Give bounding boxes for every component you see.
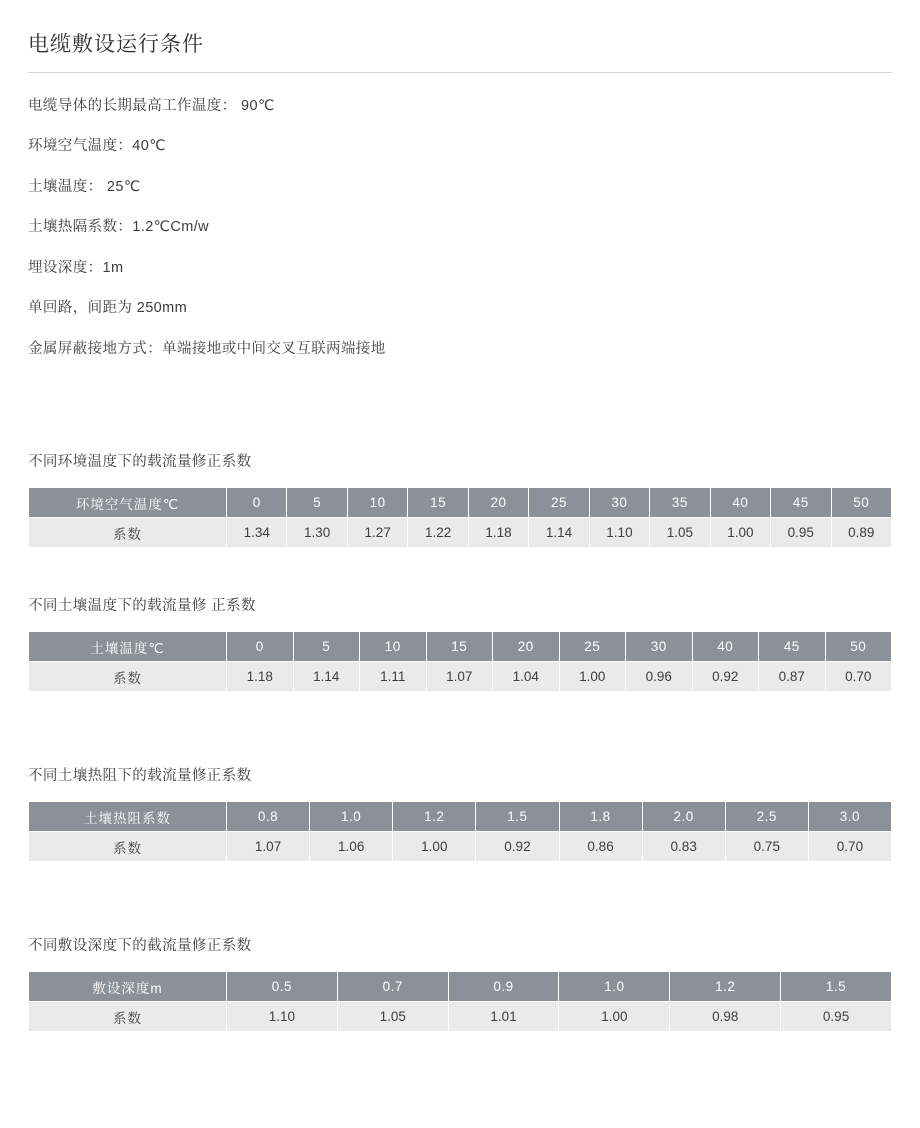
table-header-label: 敷设深度m bbox=[29, 972, 227, 1002]
table-header-cell: 10 bbox=[360, 632, 427, 662]
table-header-cell: 15 bbox=[426, 632, 493, 662]
table-cell: 0.89 bbox=[831, 518, 891, 548]
table-header-cell: 45 bbox=[759, 632, 826, 662]
table-cell: 1.00 bbox=[393, 832, 476, 862]
table-header-cell: 0.5 bbox=[227, 972, 338, 1002]
table-row bbox=[29, 832, 892, 862]
table-cell: 0.75 bbox=[725, 832, 808, 862]
table-cell: 1.04 bbox=[493, 662, 560, 692]
table-cell: 1.07 bbox=[227, 832, 310, 862]
table-cell: 0.83 bbox=[642, 832, 725, 862]
table-header-cell: 2.0 bbox=[642, 802, 725, 832]
table-header-cell: 1.0 bbox=[559, 972, 670, 1002]
table-header-cell: 1.2 bbox=[393, 802, 476, 832]
condition-item: 单回路，间距为 250mm bbox=[28, 300, 188, 317]
table-soil-thermal-resistivity bbox=[28, 801, 892, 862]
table-cell: 1.30 bbox=[287, 518, 347, 548]
table-header-cell: 50 bbox=[825, 632, 892, 662]
table-header-cell: 50 bbox=[831, 488, 891, 518]
table-header-cell: 35 bbox=[650, 488, 710, 518]
table-row bbox=[29, 662, 892, 692]
table-header-cell: 0.9 bbox=[448, 972, 559, 1002]
title-divider bbox=[28, 72, 892, 73]
table-header-cell: 20 bbox=[493, 632, 560, 662]
table-header-cell: 1.2 bbox=[670, 972, 781, 1002]
spacer bbox=[28, 692, 892, 764]
spacer bbox=[28, 862, 892, 934]
table-header-cell: 1.0 bbox=[310, 802, 393, 832]
section-heading-soil-temperature: 不同土壤温度下的载流量修 正系数 bbox=[28, 598, 256, 615]
table-row-label: 系数 bbox=[29, 662, 227, 692]
table-cell: 1.27 bbox=[347, 518, 407, 548]
spacer bbox=[28, 378, 892, 450]
table-header-cell: 25 bbox=[529, 488, 589, 518]
table-cell: 1.00 bbox=[559, 1002, 670, 1032]
condition-item: 环境空气温度：40℃ bbox=[28, 138, 166, 155]
table-header-cell: 45 bbox=[771, 488, 831, 518]
table-row bbox=[29, 518, 892, 548]
table-cell: 1.00 bbox=[710, 518, 770, 548]
table-cell: 1.05 bbox=[337, 1002, 448, 1032]
table-row bbox=[29, 1002, 892, 1032]
table-header-cell: 20 bbox=[468, 488, 528, 518]
table-cell: 1.11 bbox=[360, 662, 427, 692]
table-row-label: 系数 bbox=[29, 832, 227, 862]
table-row-label: 系数 bbox=[29, 1002, 227, 1032]
table-header-cell: 0.7 bbox=[337, 972, 448, 1002]
table-cell: 1.22 bbox=[408, 518, 468, 548]
table-cell: 1.18 bbox=[227, 662, 294, 692]
table-ambient-temperature-wrap bbox=[28, 487, 892, 548]
table-header-label: 土壤温度℃ bbox=[29, 632, 227, 662]
table-header-cell: 0 bbox=[227, 488, 287, 518]
table-cell: 1.18 bbox=[468, 518, 528, 548]
table-cell: 1.06 bbox=[310, 832, 393, 862]
section-heading-ambient-temperature: 不同环境温度下的载流量修正系数 bbox=[28, 454, 252, 471]
table-ambient-temperature bbox=[28, 487, 892, 548]
condition-item: 埋设深度：1m bbox=[28, 259, 124, 276]
table-cell: 1.34 bbox=[227, 518, 287, 548]
table-cell: 0.98 bbox=[670, 1002, 781, 1032]
table-header-cell: 1.5 bbox=[781, 972, 892, 1002]
table-cell: 1.01 bbox=[448, 1002, 559, 1032]
table-cell: 1.07 bbox=[426, 662, 493, 692]
table-cell: 0.95 bbox=[771, 518, 831, 548]
table-header-row bbox=[29, 972, 892, 1002]
table-header-label: 土壤热阻系数 bbox=[29, 802, 227, 832]
table-header-cell: 2.5 bbox=[725, 802, 808, 832]
table-header-cell: 15 bbox=[408, 488, 468, 518]
condition-item: 土壤热隔系数：1.2℃Cm/w bbox=[28, 219, 209, 236]
page-title: 电缆敷设运行条件 bbox=[28, 33, 204, 56]
condition-item: 土壤温度： 25℃ bbox=[28, 178, 141, 195]
table-header-cell: 3.0 bbox=[808, 802, 891, 832]
table-cell: 0.95 bbox=[781, 1002, 892, 1032]
table-header-cell: 25 bbox=[559, 632, 626, 662]
table-cell: 1.05 bbox=[650, 518, 710, 548]
table-cell: 0.96 bbox=[626, 662, 693, 692]
table-header-cell: 10 bbox=[347, 488, 407, 518]
table-laying-depth-wrap bbox=[28, 971, 892, 1032]
table-header-cell: 0 bbox=[227, 632, 294, 662]
table-header-cell: 1.5 bbox=[476, 802, 559, 832]
table-soil-temperature bbox=[28, 631, 892, 692]
table-cell: 1.10 bbox=[589, 518, 649, 548]
table-header-cell: 30 bbox=[589, 488, 649, 518]
table-header-cell: 5 bbox=[293, 632, 360, 662]
table-row-label: 系数 bbox=[29, 518, 227, 548]
table-header-cell: 30 bbox=[626, 632, 693, 662]
table-header-cell: 40 bbox=[692, 632, 759, 662]
table-cell: 0.70 bbox=[808, 832, 891, 862]
table-cell: 1.14 bbox=[529, 518, 589, 548]
section-heading-soil-thermal-resistivity: 不同土壤热阻下的载流量修正系数 bbox=[28, 768, 252, 785]
table-cell: 0.92 bbox=[692, 662, 759, 692]
conditions-list bbox=[28, 95, 892, 360]
table-cell: 1.00 bbox=[559, 662, 626, 692]
condition-item: 电缆导体的长期最高工作温度： 90℃ bbox=[28, 98, 275, 114]
table-laying-depth bbox=[28, 971, 892, 1032]
section-heading-laying-depth: 不同敷设深度下的截流量修正系数 bbox=[28, 938, 252, 955]
table-header-cell: 5 bbox=[287, 488, 347, 518]
table-header-label: 环境空气温度℃ bbox=[29, 488, 227, 518]
table-header-row bbox=[29, 488, 892, 518]
table-cell: 1.10 bbox=[227, 1002, 338, 1032]
table-cell: 0.70 bbox=[825, 662, 892, 692]
table-cell: 1.14 bbox=[293, 662, 360, 692]
table-cell: 0.86 bbox=[559, 832, 642, 862]
table-header-cell: 1.8 bbox=[559, 802, 642, 832]
table-soil-thermal-resistivity-wrap bbox=[28, 801, 892, 862]
table-header-cell: 0.8 bbox=[227, 802, 310, 832]
spacer bbox=[28, 548, 892, 594]
table-header-row bbox=[29, 802, 892, 832]
condition-item: 金属屏蔽接地方式：单端接地或中间交叉互联两端接地 bbox=[28, 340, 386, 357]
table-header-row bbox=[29, 632, 892, 662]
table-cell: 0.92 bbox=[476, 832, 559, 862]
table-soil-temperature-wrap bbox=[28, 631, 892, 692]
table-cell: 0.87 bbox=[759, 662, 826, 692]
table-header-cell: 40 bbox=[710, 488, 770, 518]
